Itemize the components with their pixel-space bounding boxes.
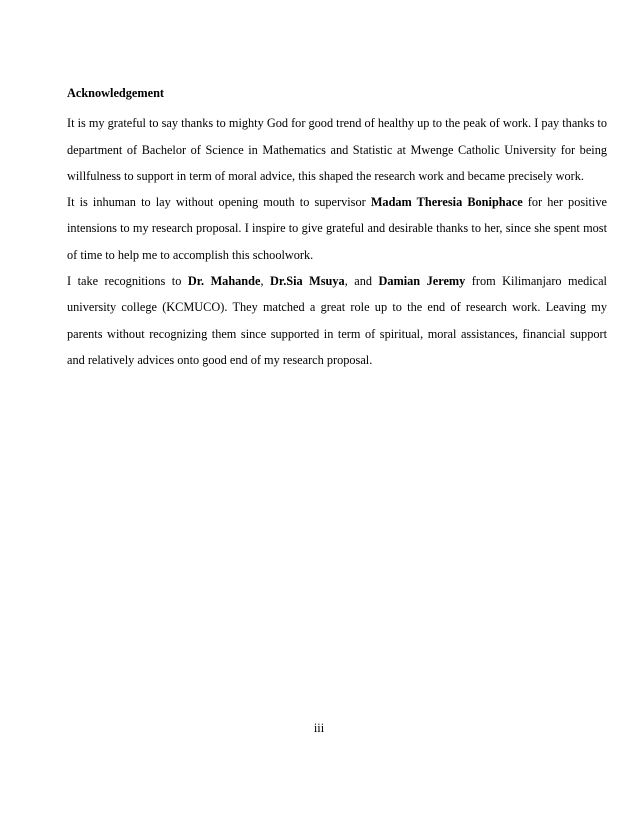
paragraph-thanks-supervisor <box>67 189 607 269</box>
paragraph-text: , and <box>344 273 379 288</box>
paragraph-text: I take recognitions to <box>67 273 188 288</box>
paragraph-recognitions <box>67 268 607 374</box>
person-name-msuya: Dr.Sia Msuya <box>270 273 345 288</box>
supervisor-name: Madam Theresia Boniphace <box>370 194 523 209</box>
person-name-mahande: Dr. Mahande <box>187 273 261 288</box>
paragraph-text: It is inhuman to lay without opening mouth to supervisor <box>67 194 371 209</box>
section-heading: Acknowledgement <box>67 86 165 100</box>
paragraph-text: It is my grateful to say thanks to mighty God for good trend of healthy up to the peak of work. I pay thanks to department of Bachelor of Science in Mathematics and Statistic at Mwenge Catholic University for being willfulness to support in term of moral advice, this shaped the research work and became precisely work. <box>67 116 607 184</box>
paragraph-text: from Kilimanjaro medical university college (KCMUCO). They matched a great role up to the end of research work. Leaving my parents without recognizing them since supported in term of spiritual, moral assistances, financial support and relatively advices onto good end of my research proposal. <box>67 273 607 368</box>
paragraph-text: , <box>260 273 270 288</box>
page-number: iii <box>313 721 325 735</box>
page-content <box>67 80 607 373</box>
paragraph-thanks-god <box>67 110 607 190</box>
person-name-jeremy: Damian Jeremy <box>378 273 466 288</box>
paragraph-text: for her positive intensions to my research proposal. I inspire to give grateful and desirable thanks to her, since she spent most of time to help me to accomplish this schoolwork. <box>67 194 607 262</box>
